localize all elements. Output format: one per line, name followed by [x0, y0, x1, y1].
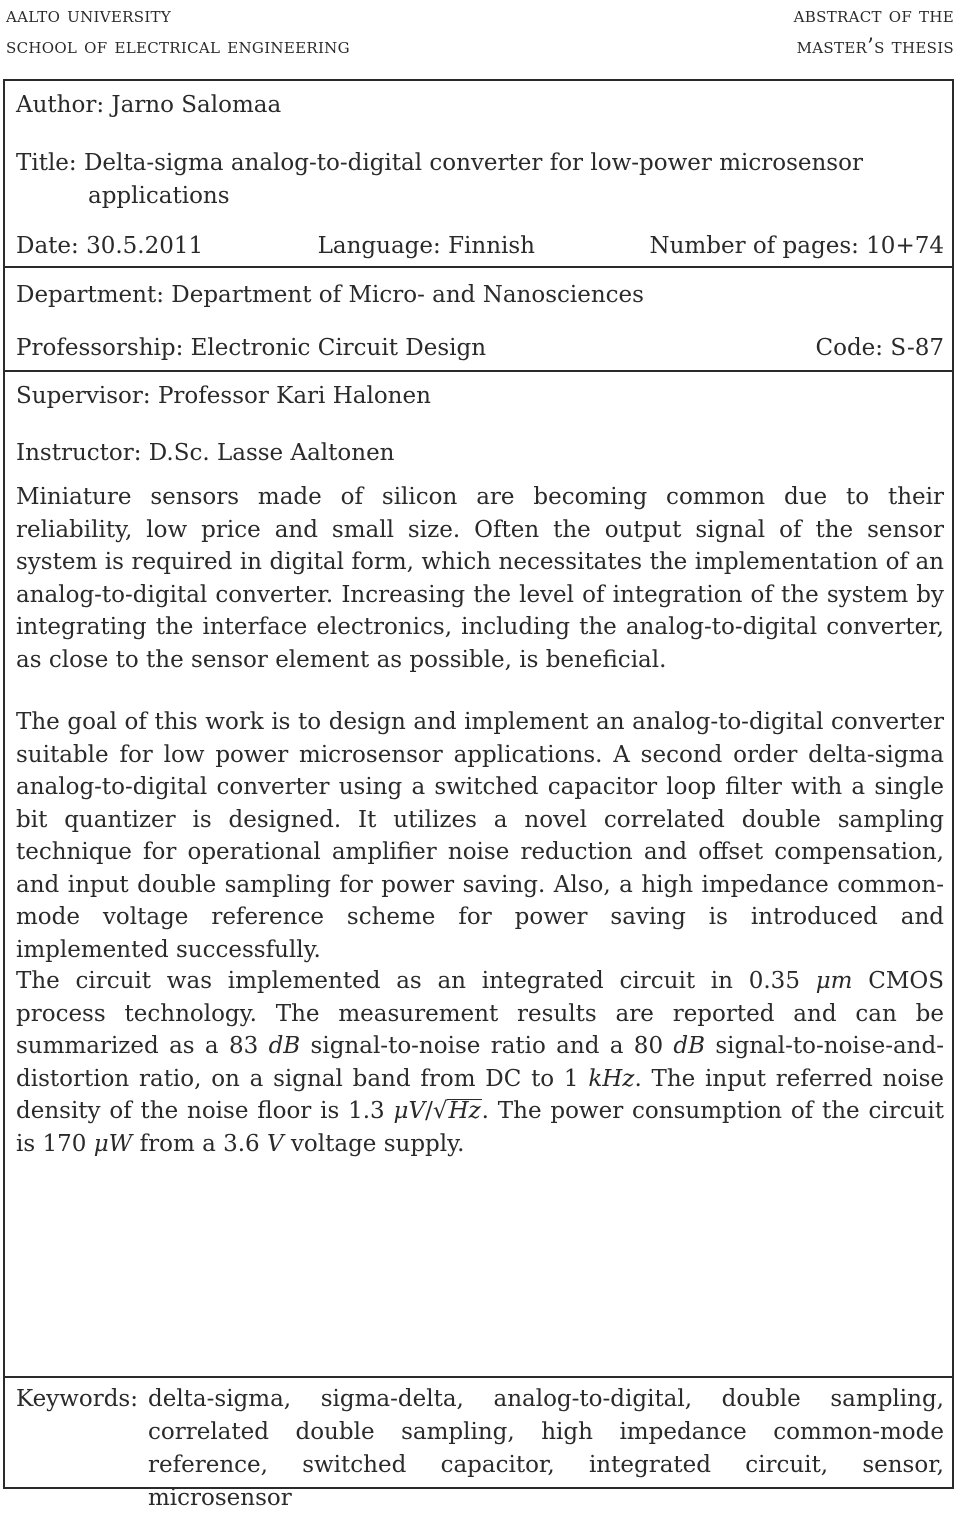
unit-decibel: dB	[673, 1033, 706, 1059]
professorship-row	[16, 332, 944, 364]
unit-microvolt: μV	[393, 1098, 426, 1124]
department-line: Department: Department of Micro- and Nanosciences	[16, 282, 644, 308]
pages-field: Number of pages: 10+74	[649, 233, 944, 259]
instructor-line: Instructor: D.Sc. Lasse Aaltonen	[16, 440, 395, 466]
text-run: CMOS process technology. The measurement results are reported and can be summarized as a 83	[16, 968, 945, 1059]
date-field: Date: 30.5.2011	[16, 233, 204, 259]
unit-volt: V	[266, 1130, 284, 1157]
unit-decibel: dB	[268, 1033, 301, 1059]
school-name: school of electrical engineering	[6, 34, 350, 58]
keywords-label: Keywords:	[16, 1386, 138, 1412]
document-type-line1: abstract of the	[793, 3, 954, 27]
text-run: . The power consumption of the circuit is 170	[16, 1098, 944, 1157]
professorship-field: Professorship: Electronic Circuit Design	[16, 335, 487, 361]
text-run: signal-to-noise ratio and a 80	[300, 1033, 674, 1059]
university-name: aalto university	[6, 3, 172, 27]
unit-hertz-sqrt: Hz	[448, 1098, 481, 1124]
date-language-pages-row	[16, 230, 944, 262]
keywords-row	[16, 1383, 944, 1515]
title-line-continued: applications	[88, 183, 230, 209]
text-run: . The input referred noise density of the noise floor is 1.3	[16, 1065, 944, 1124]
language-field: Language: Finnish	[317, 233, 535, 259]
abstract-paragraph-3	[16, 965, 944, 1160]
sqrt-symbol: √	[432, 1098, 448, 1124]
abstract-paragraph-2: The goal of this work is to design and implement an analog-to-digital converter suitable for low power microsensor applications. A second order delta-sigma analog-to-digital converter using a switched capacitor loop filter with a single bit quantizer is designed. It utilizes a novel correlated double sampling technique for operational amplifier noise reduction and offset compensation, and input double sampling for power saving. Also, a high impedance common-mode voltage reference scheme for power saving is introduced and implemented successfully.	[16, 709, 944, 963]
fraction-slash: /	[425, 1098, 433, 1124]
title-line: Title: Delta-sigma analog-to-digital converter for low-power microsensor	[16, 150, 863, 176]
document-type-line2: master’s thesis	[796, 34, 954, 58]
text-run: signal-to-noise-and-distortion ratio, on a signal band from DC to 1	[16, 1033, 944, 1092]
code-field: Code: S-87	[815, 335, 944, 361]
unit-kilohertz: kHz	[588, 1065, 635, 1092]
unit-micrometer: μm	[815, 968, 853, 994]
supervisor-line: Supervisor: Professor Kari Halonen	[16, 383, 431, 409]
author-line: Author: Jarno Salomaa	[16, 92, 282, 118]
unit-microwatt: μW	[93, 1130, 133, 1157]
keywords-list: delta-sigma, sigma-delta, analog-to-digital, double sampling, correlated double sampling, high impedance common-mode reference, switched capacitor, integrated circuit, sensor, microsensor	[147, 1386, 944, 1511]
text-run: voltage supply.	[283, 1130, 465, 1157]
text-run: from a 3.6	[132, 1130, 267, 1157]
university-header	[6, 0, 350, 62]
text-run: The circuit was implemented as an integrated circuit in 0.35	[16, 968, 816, 994]
document-type-header	[794, 0, 954, 62]
abstract-paragraph-1: Miniature sensors made of silicon are becoming common due to their reliability, low price and small size. Often the output signal of the sensor system is required in digital form, which necessitates the implementation of an analog-to-digital converter. Increasing the level of integration of the system by integrating the interface electronics, including the analog-to-digital converter, as close to the sensor element as possible, is beneficial.	[16, 484, 944, 673]
